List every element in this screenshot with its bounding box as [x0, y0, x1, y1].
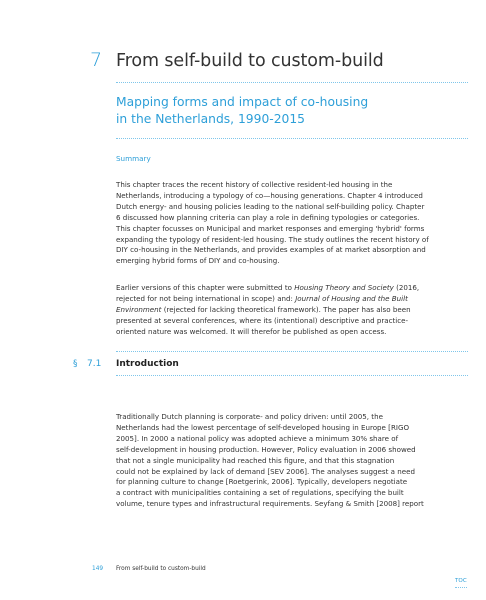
text-line: Environment (rejected for lacking theoretical framework). The paper has also been [116, 304, 411, 314]
summary-paragraph [116, 180, 476, 267]
journal-name: Journal of Housing and the Built [295, 293, 408, 303]
divider [116, 351, 468, 352]
page-number: 149 [92, 566, 104, 572]
text-line: self-development in housing production. However, Policy evaluation in 2006 showed [116, 444, 416, 454]
text-line: 6 discussed how planning criteria can play a role in defining typologies or categories. [116, 212, 420, 222]
journal-name: Environment [116, 304, 162, 314]
summary-heading: Summary [116, 154, 151, 163]
chapter-number: 7 [90, 49, 103, 71]
text-line: This chapter focusses on Municipal and market responses and emerging 'hybrid' forms [116, 223, 425, 233]
text-line: rejected for not being international in scope) and: Journal of Housing and the Built [116, 293, 408, 303]
publication-note-paragraph [116, 283, 476, 338]
section-symbol: § [73, 359, 78, 369]
running-title: From self-build to custom-build [116, 566, 206, 572]
chapter-title: From self-build to custom-build [116, 51, 384, 71]
toc-underline [455, 587, 467, 588]
text-line: emerging hybrid forms of DIY and co-housing. [116, 256, 280, 266]
text-line: Netherlands had the lowest percentage of self-developed housing in Europe [RIGO [116, 422, 410, 432]
chapter-subtitle [116, 94, 446, 128]
section-title: Introduction [116, 359, 179, 369]
text-line: volume, tenure types and infrastructural requirements. Seyfang & Smith [2008] report [116, 499, 424, 509]
section-number: 7.1 [87, 359, 102, 369]
text-line: Netherlands, introducing a typology of co—housing generations. Chapter 4 introduced [116, 190, 423, 200]
divider [116, 82, 468, 83]
toc-link[interactable]: TOC [455, 578, 467, 584]
text-line: Dutch energy- and housing policies leading to the national self-building policy. Chapter [116, 201, 425, 211]
subtitle-line: Mapping forms and impact of co-housing [116, 95, 369, 109]
text-line: Traditionally Dutch planning is corporate- and policy driven: until 2005, the [116, 412, 383, 421]
text-line: Earlier versions of this chapter were submitted to Housing Theory and Society (2016, [116, 283, 420, 292]
text-line: presented at several conferences, where its (intentional) descriptive and practice- [116, 315, 409, 325]
divider [116, 375, 468, 376]
journal-name: Housing Theory and Society [294, 283, 394, 292]
text-line: DIY co-housing in the Netherlands, and provides examples of at market absorption and [116, 245, 426, 255]
text-line: oriented nature was welcomed. It will therefor be published as open access. [116, 326, 387, 336]
text-line: This chapter traces the recent history of collective resident-led housing in the [116, 180, 393, 189]
text-line: for planning culture to change [Roetgerink, 2006]. Typically, developers negotiate [116, 477, 408, 487]
introduction-paragraph [116, 412, 476, 510]
subtitle-line: in the Netherlands, 1990-2015 [116, 112, 306, 126]
text-line: 2005]. In 2000 a national policy was adopted achieve a minimum 30% share of [116, 433, 399, 443]
text-line: could not be explained by lack of demand [SEV 2006]. The analyses suggest a need [116, 466, 415, 476]
text-line: a contract with municipalities containing a set of regulations, specifying the built [116, 488, 404, 498]
text-line: that not a single municipality had reached this figure, and that this stagnation [116, 455, 395, 465]
text-line: expanding the typology of resident-led housing. The study outlines the recent history of [116, 234, 429, 244]
divider [116, 138, 468, 139]
